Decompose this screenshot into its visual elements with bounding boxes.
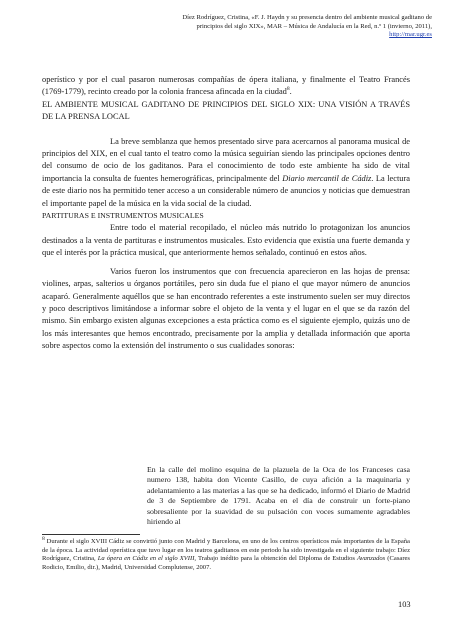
footnote-divider [42, 534, 140, 535]
section-paragraph: La breve semblanza que hemos presentado sirve para acercarnos al panorama musical de principios del XIX, en el cual tanto el teatro como la música seguirían siendo las principales opciones dentro del consumo de ocio de los gaditanos. Para el conocimiento de todo este ambiente ha sido de vital importancia la consulta de fuentes hemerográficas, principalmente del Diario mercantil de Cádiz. La lectura de este diario nos ha permitido tener acceso a un considerable número de anuncios y noticias que demuestran el importante papel de la música en la vida social de la ciudad. [42, 136, 411, 208]
section-title: EL AMBIENTE MUSICAL GADITANO DE PRINCIPIOS DEL SIGLO XIX: UNA VISIÓN A TRAVÉS DE LA PRENSA LOCAL [42, 99, 410, 122]
block-quote: En la calle del molino esquina de la plazuela de la Oca de los Franceses casa numero 138, habita don Vicente Casillo, de cuya afición a la maquinaria y adelantamiento a las materias a las que se ha dedicado, informó el Diario de Madrid de 3 de Septiembre de 1791. Acaba en el día de construir un forte-piano sobresaliente por la suavidad de su pulsación con voces sumamente agradables hiriendo al [147, 465, 410, 527]
main-text [42, 74, 410, 353]
newspaper-title: Diario mercantil de Cádiz [282, 173, 372, 183]
subsection-title: PARTITURAS E INSTRUMENTOS MUSICALES [42, 211, 204, 221]
running-header [150, 14, 432, 40]
header-citation-line-1: Díez Rodríguez, Cristina, «F. J. Haydn y su presencia dentro del ambiente musical gaditano de [182, 14, 432, 21]
intro-paragraph: operístico y por el cual pasaron numerosas compañías de ópera italiana, y finalmente el Teatro Francés (1769-1779), recinto creado por la colonia francesa afincada en la ciudad$^8$. [42, 75, 410, 97]
paragraph-1: Entre todo el material recopilado, el núcleo más nutrido lo protagonizan los anuncios destinados a la venta de partituras e instrumentos musicales. Esto evidencia que existía una fuerte demanda y que el interés por la práctica musical, que anteriormente hemos señalado, continuó en estos años. [42, 223, 410, 258]
paragraph-2: Varios fueron los instrumentos que con frecuencia aparecieron en las hojas de prensa: violines, arpas, salterios u órganos portátiles, pero sin duda fue el piano el que mayor número de anuncios acaparó. Generalmente aquéllos que se han encontrado referentes a este instrumento suelen ser muy directos y poco descriptivos limitándose a informar sobre el objeto de la venta y el lugar en el que se da razón del mismo. Sin embargo existen algunas excepciones a esta práctica como es el siguiente ejemplo, quizás uno de los más interesantes que hemos encontrado, precisamente por la amplia y detallada información que aporta sobre aspectos como la extensión del instrumento o sus cualidades sonoras: [42, 266, 410, 351]
header-citation-line-2: principios del siglo XIX», MAR – Música de Andalucía en la Red, n.º 1 (invierno, 2011), [196, 22, 432, 30]
footnote: $^8$ Durante el siglo XVIII Cádiz se convirtió junto con Madrid y Barcelona, en uno de los centros operísticos más importantes de la España de la época. La actividad operística que tuvo lugar en los teatros gaditanos en este periodo ha sido investigada en el siguiente trabajo: Díez Rodríguez, Cristina, La ópera en Cádiz en el siglo XVIII, Trabajo inédito para la obtención del Diploma de Estudios Avanzados (Casares Rodicio, Emilio, dir.), Madrid, Universidad Complutense, 2007. [42, 535, 411, 571]
footnote-marker: 8 [42, 535, 45, 542]
footnote-work-title: La ópera en Cádiz en el siglo XVIII [97, 555, 195, 563]
page-number: 103 [398, 600, 411, 609]
footnote-reference[interactable]: 8 [286, 86, 290, 93]
header-journal-link[interactable]: http://mar.ugr.es [389, 31, 432, 39]
